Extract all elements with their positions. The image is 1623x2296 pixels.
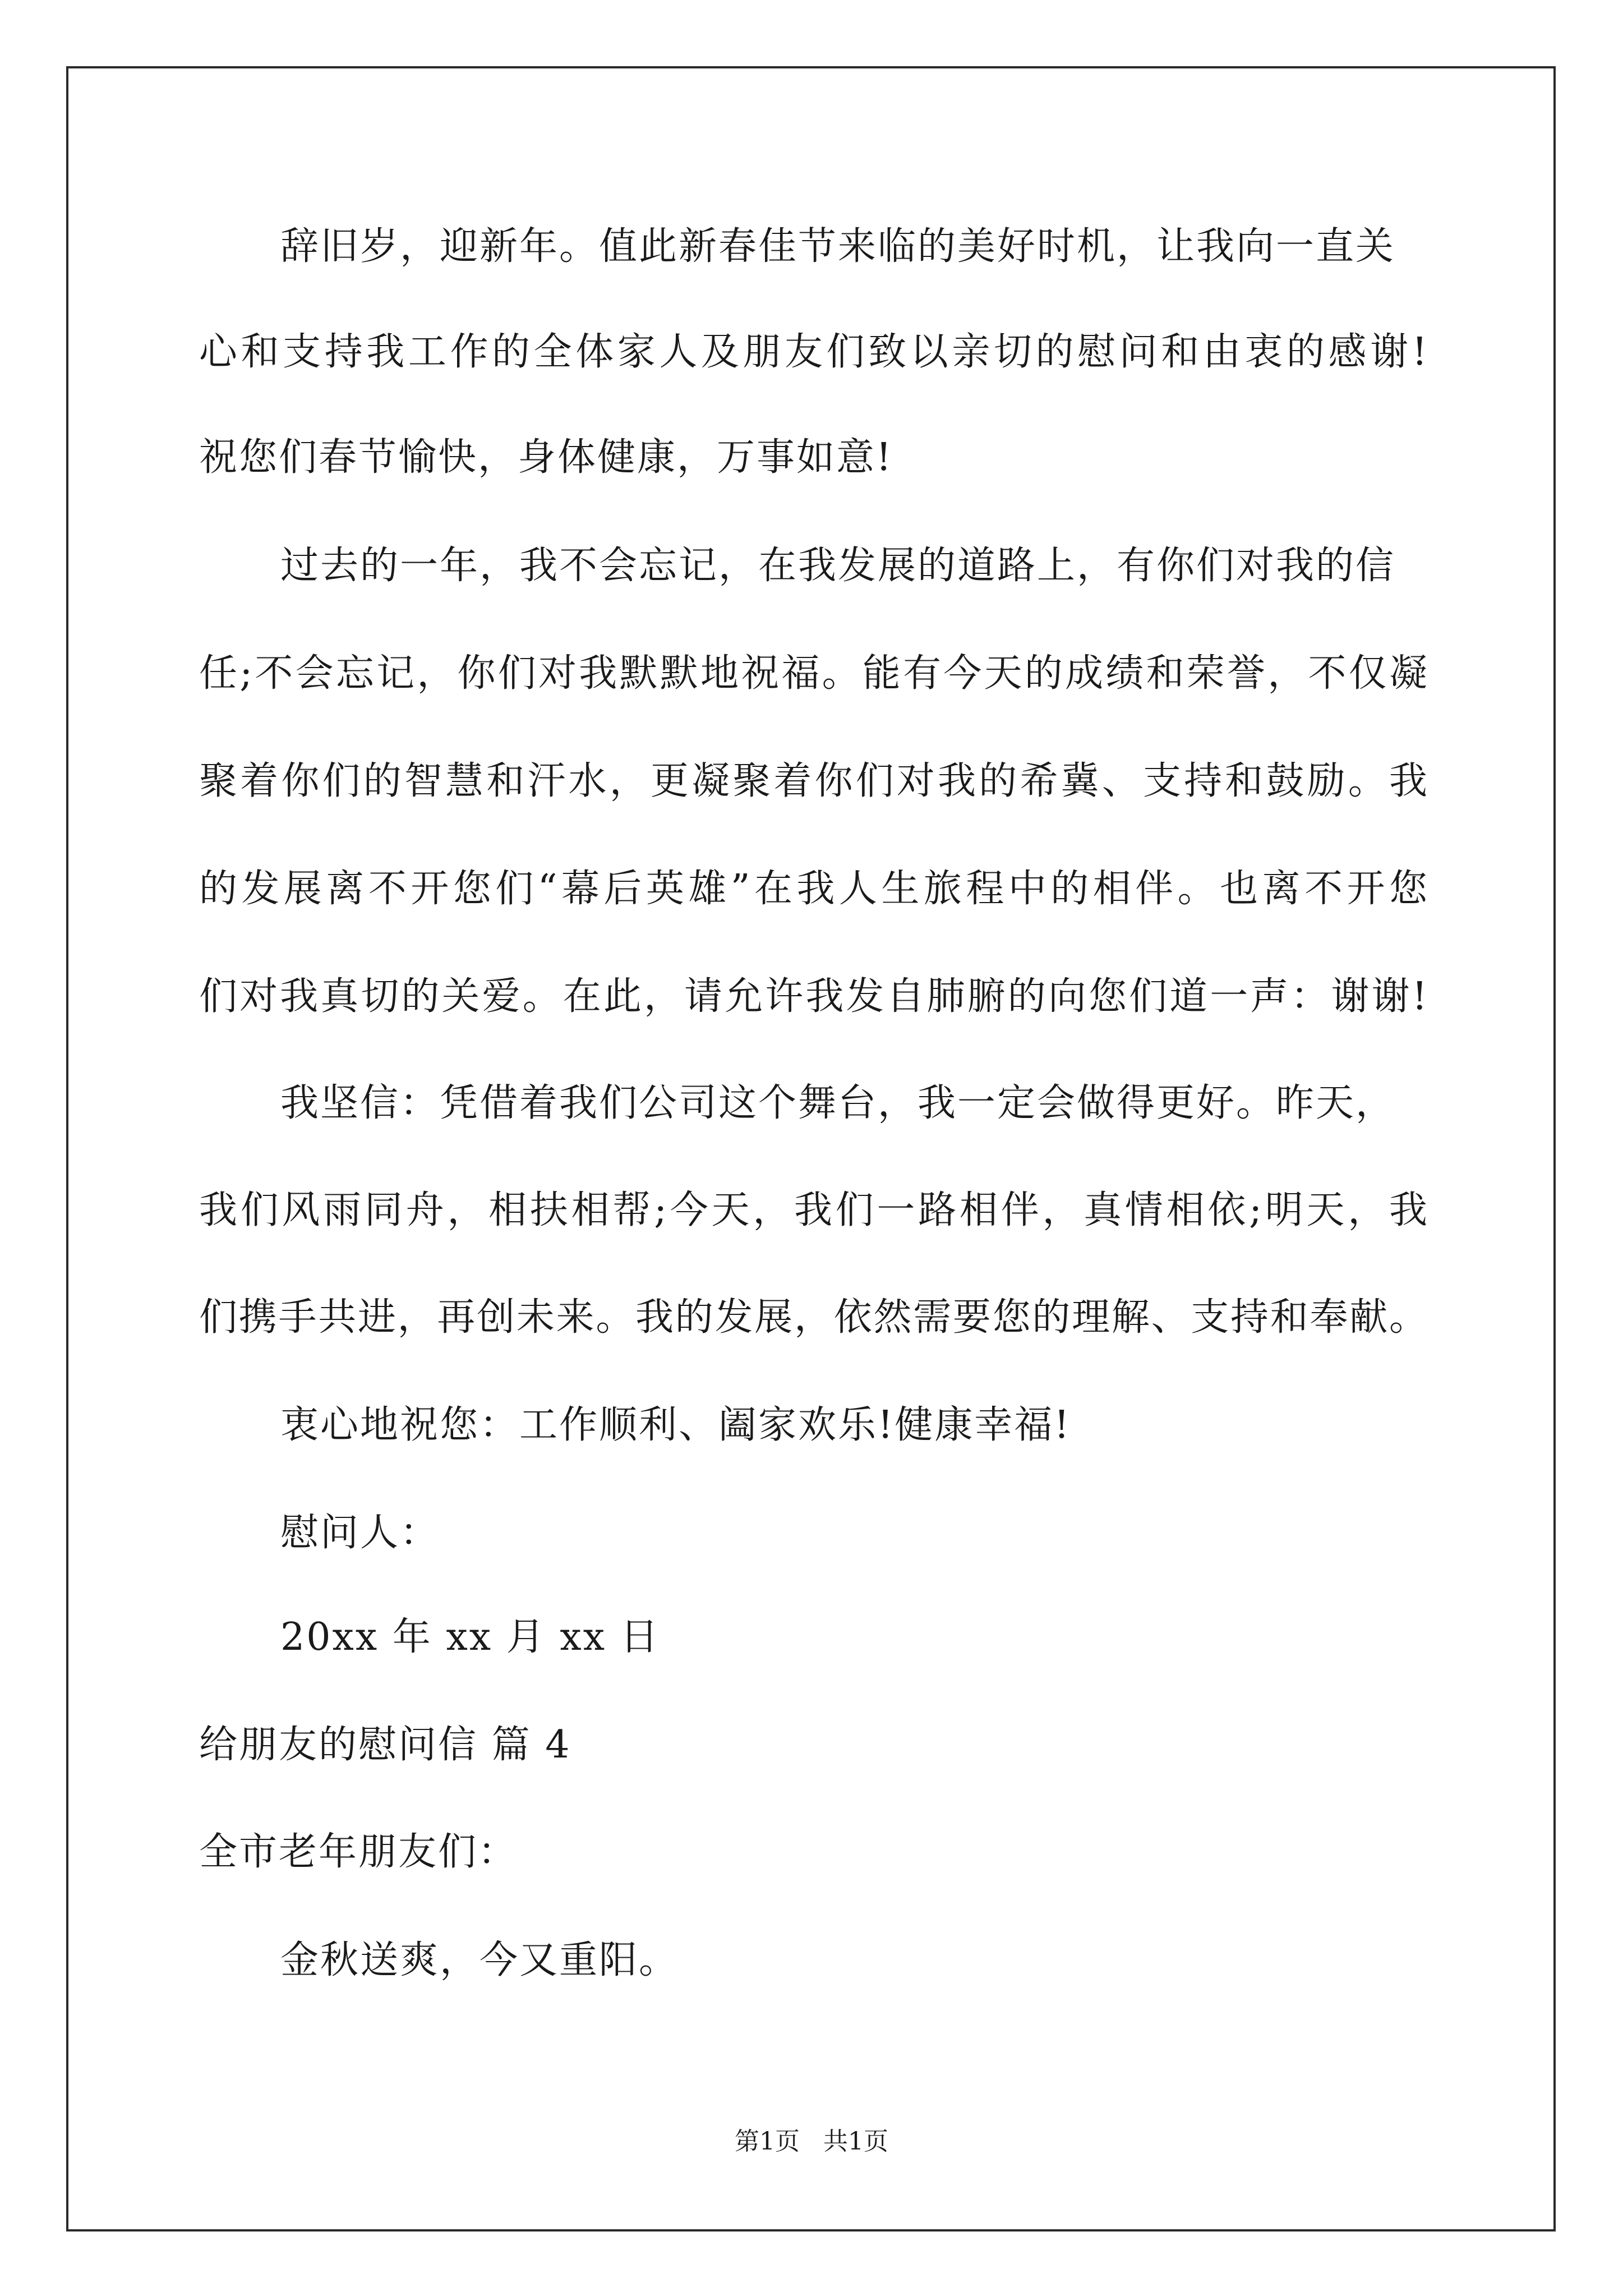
text-line: 们携手共进，再创未来。我的发展，依然需要您的理解、支持和奉献。	[199, 1295, 1427, 1340]
text-line: 任;不会忘记，你们对我默默地祝福。能有今天的成绩和荣誉，不仅凝	[199, 651, 1427, 696]
text-line: 衷心地祝您：工作顺利、阖家欢乐!健康幸福!	[280, 1403, 1071, 1447]
page-footer	[0, 2126, 1623, 2157]
text-line: 心和支持我工作的全体家人及朋友们致以亲切的慰问和由衷的感谢!	[199, 330, 1427, 374]
text-line: 过去的一年，我不会忘记，在我发展的道路上，有你们对我的信	[280, 544, 1396, 588]
text-line: 我们风雨同舟，相扶相帮;今天，我们一路相伴，真情相依;明天，我	[199, 1188, 1427, 1232]
page-total: 共1页	[823, 2127, 888, 2156]
section-heading: 给朋友的慰问信 篇 4	[199, 1723, 571, 1767]
text-line: 聚着你们的智慧和汗水，更凝聚着你们对我的希冀、支持和鼓励。我	[199, 759, 1427, 803]
text-line: 的发展离不开您们“幕后英雄”在我人生旅程中的相伴。也离不开您	[199, 867, 1427, 911]
signature-label: 慰问人：	[280, 1511, 440, 1555]
date-line: 20xx 年 xx 月 xx 日	[280, 1615, 660, 1659]
text-line: 金秋送爽，今又重阳。	[280, 1938, 679, 1982]
text-line: 辞旧岁，迎新年。值此新春佳节来临的美好时机，让我向一直关	[280, 224, 1396, 269]
text-line: 祝您们春节愉快，身体健康，万事如意!	[199, 435, 893, 480]
page-number: 第1页	[735, 2127, 800, 2156]
text-line: 我坚信：凭借着我们公司这个舞台，我一定会做得更好。昨天，	[280, 1081, 1396, 1125]
page-border	[66, 66, 1556, 2231]
salutation: 全市老年朋友们：	[199, 1830, 518, 1874]
text-line: 们对我真切的关爱。在此，请允许我发自肺腑的向您们道一声：谢谢!	[199, 974, 1427, 1019]
